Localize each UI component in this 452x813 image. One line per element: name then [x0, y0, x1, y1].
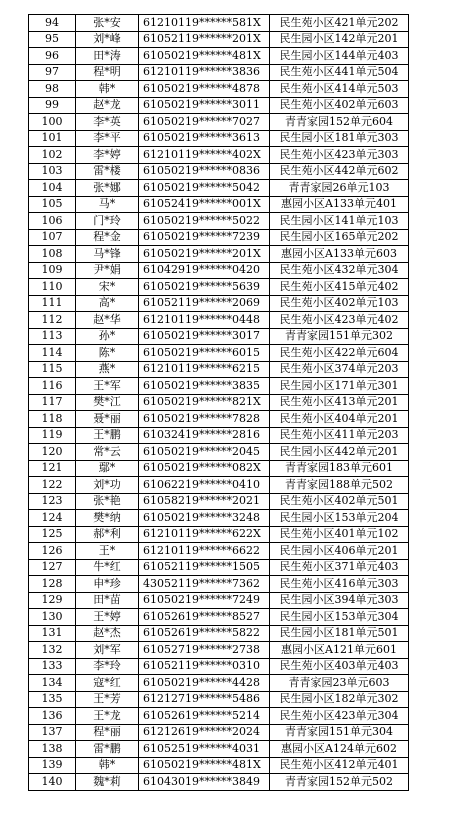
row-number-cell: 134 — [29, 675, 76, 692]
row-number-cell: 131 — [29, 625, 76, 642]
row-number-cell: 138 — [29, 741, 76, 758]
resident-name-cell: 樊*纳 — [76, 510, 139, 527]
address-cell: 民生园小区141单元103 — [270, 213, 409, 230]
id-number-cell: 61210119******6622 — [139, 543, 270, 560]
row-number-cell: 137 — [29, 724, 76, 741]
address-cell: 民生园小区182单元302 — [270, 691, 409, 708]
resident-name-cell: 宋* — [76, 279, 139, 296]
id-number-cell: 61052719******2738 — [139, 642, 270, 659]
resident-name-cell: 王*龙 — [76, 708, 139, 725]
records-table-body — [29, 15, 409, 791]
row-number-cell: 103 — [29, 163, 76, 180]
row-number-cell: 122 — [29, 477, 76, 494]
table-row — [29, 130, 409, 147]
address-cell: 青青家园151单元302 — [270, 328, 409, 345]
id-number-cell: 61050219******2045 — [139, 444, 270, 461]
table-row — [29, 328, 409, 345]
resident-name-cell: 张*艳 — [76, 493, 139, 510]
address-cell: 民生苑小区402单元103 — [270, 295, 409, 312]
row-number-cell: 121 — [29, 460, 76, 477]
address-cell: 民生苑小区422单元604 — [270, 345, 409, 362]
id-number-cell: 61050219******6015 — [139, 345, 270, 362]
id-number-cell: 61050219******7828 — [139, 411, 270, 428]
resident-name-cell: 刘*峰 — [76, 31, 139, 48]
row-number-cell: 112 — [29, 312, 76, 329]
id-number-cell: 61210119******3836 — [139, 64, 270, 81]
table-row — [29, 97, 409, 114]
address-cell: 青青家园152单元604 — [270, 114, 409, 131]
table-row — [29, 262, 409, 279]
table-row — [29, 147, 409, 164]
id-number-cell: 61050219******7239 — [139, 229, 270, 246]
resident-name-cell: 寇*红 — [76, 675, 139, 692]
id-number-cell: 61050219******7027 — [139, 114, 270, 131]
row-number-cell: 127 — [29, 559, 76, 576]
id-number-cell: 61050219******0836 — [139, 163, 270, 180]
resident-name-cell: 刘*功 — [76, 477, 139, 494]
id-number-cell: 61050219******3017 — [139, 328, 270, 345]
table-row — [29, 543, 409, 560]
table-row — [29, 559, 409, 576]
row-number-cell: 94 — [29, 15, 76, 32]
id-number-cell: 61210119******622X — [139, 526, 270, 543]
row-number-cell: 108 — [29, 246, 76, 263]
address-cell: 民生园小区142单元201 — [270, 31, 409, 48]
resident-name-cell: 韩* — [76, 757, 139, 774]
table-row — [29, 312, 409, 329]
id-number-cell: 61050219******481X — [139, 757, 270, 774]
id-number-cell: 61050219******3613 — [139, 130, 270, 147]
resident-name-cell: 门*玲 — [76, 213, 139, 230]
row-number-cell: 135 — [29, 691, 76, 708]
resident-name-cell: 王*婷 — [76, 609, 139, 626]
id-number-cell: 61050219******082X — [139, 460, 270, 477]
address-cell: 民生苑小区411单元203 — [270, 427, 409, 444]
address-cell: 青青家园26单元103 — [270, 180, 409, 197]
address-cell: 惠园小区A133单元603 — [270, 246, 409, 263]
id-number-cell: 61050219******5042 — [139, 180, 270, 197]
resident-name-cell: 李*平 — [76, 130, 139, 147]
table-row — [29, 625, 409, 642]
row-number-cell: 120 — [29, 444, 76, 461]
row-number-cell: 98 — [29, 81, 76, 98]
id-number-cell: 61212619******2024 — [139, 724, 270, 741]
id-number-cell: 61050219******4428 — [139, 675, 270, 692]
resident-name-cell: 韩* — [76, 81, 139, 98]
row-number-cell: 109 — [29, 262, 76, 279]
table-row — [29, 724, 409, 741]
address-cell: 青青家园188单元502 — [270, 477, 409, 494]
row-number-cell: 128 — [29, 576, 76, 593]
row-number-cell: 136 — [29, 708, 76, 725]
resident-name-cell: 李*玲 — [76, 658, 139, 675]
table-row — [29, 378, 409, 395]
id-number-cell: 61050219******821X — [139, 394, 270, 411]
row-number-cell: 123 — [29, 493, 76, 510]
resident-name-cell: 雷*楼 — [76, 163, 139, 180]
id-number-cell: 61052619******5822 — [139, 625, 270, 642]
id-number-cell: 61210119******402X — [139, 147, 270, 164]
row-number-cell: 117 — [29, 394, 76, 411]
table-row — [29, 81, 409, 98]
address-cell: 青青家园151单元304 — [270, 724, 409, 741]
resident-name-cell: 田*苗 — [76, 592, 139, 609]
id-number-cell: 61210119******581X — [139, 15, 270, 32]
address-cell: 民生苑小区416单元303 — [270, 576, 409, 593]
id-number-cell: 61050219******3248 — [139, 510, 270, 527]
address-cell: 民生苑小区402单元501 — [270, 493, 409, 510]
address-cell: 民生园小区153单元204 — [270, 510, 409, 527]
resident-name-cell: 王* — [76, 543, 139, 560]
id-number-cell: 61052119******2069 — [139, 295, 270, 312]
table-row — [29, 15, 409, 32]
row-number-cell: 101 — [29, 130, 76, 147]
resident-name-cell: 李*婷 — [76, 147, 139, 164]
id-number-cell: 61052419******001X — [139, 196, 270, 213]
resident-name-cell: 樊*江 — [76, 394, 139, 411]
address-cell: 民生苑小区412单元401 — [270, 757, 409, 774]
address-cell: 民生园小区144单元403 — [270, 48, 409, 65]
table-row — [29, 427, 409, 444]
table-row — [29, 708, 409, 725]
resident-name-cell: 赵*杰 — [76, 625, 139, 642]
address-cell: 民生苑小区423单元402 — [270, 312, 409, 329]
table-row — [29, 576, 409, 593]
id-number-cell: 61043019******3849 — [139, 774, 270, 791]
resident-name-cell: 雷*鹏 — [76, 741, 139, 758]
address-cell: 民生园小区165单元202 — [270, 229, 409, 246]
table-row — [29, 444, 409, 461]
table-row — [29, 196, 409, 213]
row-number-cell: 113 — [29, 328, 76, 345]
address-cell: 民生园小区406单元201 — [270, 543, 409, 560]
resident-name-cell: 魏*莉 — [76, 774, 139, 791]
table-row — [29, 592, 409, 609]
resident-name-cell: 聂*丽 — [76, 411, 139, 428]
resident-name-cell: 张*安 — [76, 15, 139, 32]
row-number-cell: 95 — [29, 31, 76, 48]
id-number-cell: 61052519******4031 — [139, 741, 270, 758]
address-cell: 民生苑小区413单元201 — [270, 394, 409, 411]
id-number-cell: 61050219******3835 — [139, 378, 270, 395]
records-table-wrap — [28, 14, 409, 791]
row-number-cell: 104 — [29, 180, 76, 197]
row-number-cell: 129 — [29, 592, 76, 609]
resident-name-cell: 程*明 — [76, 64, 139, 81]
id-number-cell: 61052119******1505 — [139, 559, 270, 576]
address-cell: 民生园小区153单元304 — [270, 609, 409, 626]
address-cell: 青青家园183单元601 — [270, 460, 409, 477]
address-cell: 民生苑小区423单元304 — [270, 708, 409, 725]
id-number-cell: 61052619******5214 — [139, 708, 270, 725]
address-cell: 民生苑小区403单元403 — [270, 658, 409, 675]
id-number-cell: 61210119******0448 — [139, 312, 270, 329]
table-row — [29, 774, 409, 791]
address-cell: 民生苑小区442单元602 — [270, 163, 409, 180]
table-row — [29, 345, 409, 362]
id-number-cell: 61032419******2816 — [139, 427, 270, 444]
resident-name-cell: 田*涛 — [76, 48, 139, 65]
row-number-cell: 133 — [29, 658, 76, 675]
resident-name-cell: 申*珍 — [76, 576, 139, 593]
address-cell: 青青家园152单元502 — [270, 774, 409, 791]
id-number-cell: 61042919******0420 — [139, 262, 270, 279]
row-number-cell: 105 — [29, 196, 76, 213]
address-cell: 民生苑小区432单元304 — [270, 262, 409, 279]
id-number-cell: 61212719******5486 — [139, 691, 270, 708]
table-row — [29, 741, 409, 758]
resident-name-cell: 常*云 — [76, 444, 139, 461]
address-cell: 民生苑小区402单元603 — [270, 97, 409, 114]
row-number-cell: 130 — [29, 609, 76, 626]
table-row — [29, 213, 409, 230]
row-number-cell: 126 — [29, 543, 76, 560]
resident-name-cell: 燕* — [76, 361, 139, 378]
table-row — [29, 460, 409, 477]
table-row — [29, 64, 409, 81]
address-cell: 民生园小区394单元303 — [270, 592, 409, 609]
table-row — [29, 246, 409, 263]
resident-name-cell: 程*金 — [76, 229, 139, 246]
table-row — [29, 658, 409, 675]
table-row — [29, 493, 409, 510]
resident-name-cell: 孙* — [76, 328, 139, 345]
address-cell: 民生苑小区401单元102 — [270, 526, 409, 543]
id-number-cell: 61210119******6215 — [139, 361, 270, 378]
row-number-cell: 96 — [29, 48, 76, 65]
row-number-cell: 102 — [29, 147, 76, 164]
resident-name-cell: 程*丽 — [76, 724, 139, 741]
address-cell: 民生园小区181单元303 — [270, 130, 409, 147]
table-row — [29, 163, 409, 180]
id-number-cell: 61050219******5022 — [139, 213, 270, 230]
address-cell: 民生苑小区414单元503 — [270, 81, 409, 98]
row-number-cell: 97 — [29, 64, 76, 81]
id-number-cell: 43052119******7362 — [139, 576, 270, 593]
table-row — [29, 394, 409, 411]
row-number-cell: 115 — [29, 361, 76, 378]
resident-name-cell: 张*娜 — [76, 180, 139, 197]
resident-name-cell: 尹*娟 — [76, 262, 139, 279]
address-cell: 民生苑小区374单元203 — [270, 361, 409, 378]
address-cell: 民生苑小区371单元403 — [270, 559, 409, 576]
address-cell: 民生苑小区423单元303 — [270, 147, 409, 164]
id-number-cell: 61050219******5639 — [139, 279, 270, 296]
table-row — [29, 510, 409, 527]
table-row — [29, 757, 409, 774]
table-row — [29, 411, 409, 428]
resident-name-cell: 牛*红 — [76, 559, 139, 576]
table-row — [29, 295, 409, 312]
row-number-cell: 140 — [29, 774, 76, 791]
resident-name-cell: 王*军 — [76, 378, 139, 395]
id-number-cell: 61052119******0310 — [139, 658, 270, 675]
records-table — [28, 14, 409, 791]
row-number-cell: 119 — [29, 427, 76, 444]
table-row — [29, 691, 409, 708]
id-number-cell: 61050219******481X — [139, 48, 270, 65]
row-number-cell: 100 — [29, 114, 76, 131]
table-row — [29, 609, 409, 626]
row-number-cell: 125 — [29, 526, 76, 543]
resident-name-cell: 马* — [76, 196, 139, 213]
row-number-cell: 111 — [29, 295, 76, 312]
address-cell: 民生园小区442单元201 — [270, 444, 409, 461]
resident-name-cell: 赵*华 — [76, 312, 139, 329]
row-number-cell: 118 — [29, 411, 76, 428]
row-number-cell: 99 — [29, 97, 76, 114]
resident-name-cell: 王*鹏 — [76, 427, 139, 444]
resident-name-cell: 李*英 — [76, 114, 139, 131]
row-number-cell: 106 — [29, 213, 76, 230]
id-number-cell: 61050219******3011 — [139, 97, 270, 114]
row-number-cell: 139 — [29, 757, 76, 774]
id-number-cell: 61052619******8527 — [139, 609, 270, 626]
address-cell: 民生园小区181单元501 — [270, 625, 409, 642]
row-number-cell: 110 — [29, 279, 76, 296]
row-number-cell: 114 — [29, 345, 76, 362]
address-cell: 民生苑小区415单元402 — [270, 279, 409, 296]
id-number-cell: 61058219******2021 — [139, 493, 270, 510]
table-row — [29, 48, 409, 65]
table-row — [29, 361, 409, 378]
table-row — [29, 477, 409, 494]
resident-name-cell: 鄢* — [76, 460, 139, 477]
id-number-cell: 61062219******0410 — [139, 477, 270, 494]
row-number-cell: 132 — [29, 642, 76, 659]
id-number-cell: 61052119******201X — [139, 31, 270, 48]
resident-name-cell: 陈* — [76, 345, 139, 362]
id-number-cell: 61050219******4878 — [139, 81, 270, 98]
table-row — [29, 526, 409, 543]
resident-name-cell: 高* — [76, 295, 139, 312]
row-number-cell: 116 — [29, 378, 76, 395]
row-number-cell: 124 — [29, 510, 76, 527]
address-cell: 青青家园23单元603 — [270, 675, 409, 692]
address-cell: 惠园小区A133单元401 — [270, 196, 409, 213]
resident-name-cell: 郝*利 — [76, 526, 139, 543]
address-cell: 民生苑小区404单元201 — [270, 411, 409, 428]
table-row — [29, 31, 409, 48]
address-cell: 民生园小区171单元301 — [270, 378, 409, 395]
table-row — [29, 642, 409, 659]
resident-name-cell: 王*芳 — [76, 691, 139, 708]
resident-name-cell: 刘*军 — [76, 642, 139, 659]
table-row — [29, 675, 409, 692]
table-row — [29, 180, 409, 197]
id-number-cell: 61050219******7249 — [139, 592, 270, 609]
table-row — [29, 229, 409, 246]
address-cell: 民生苑小区421单元202 — [270, 15, 409, 32]
address-cell: 惠园小区A124单元602 — [270, 741, 409, 758]
row-number-cell: 107 — [29, 229, 76, 246]
resident-name-cell: 赵*龙 — [76, 97, 139, 114]
resident-name-cell: 马*锋 — [76, 246, 139, 263]
address-cell: 惠园小区A121单元601 — [270, 642, 409, 659]
table-row — [29, 114, 409, 131]
id-number-cell: 61050219******201X — [139, 246, 270, 263]
address-cell: 民生苑小区441单元504 — [270, 64, 409, 81]
table-row — [29, 279, 409, 296]
